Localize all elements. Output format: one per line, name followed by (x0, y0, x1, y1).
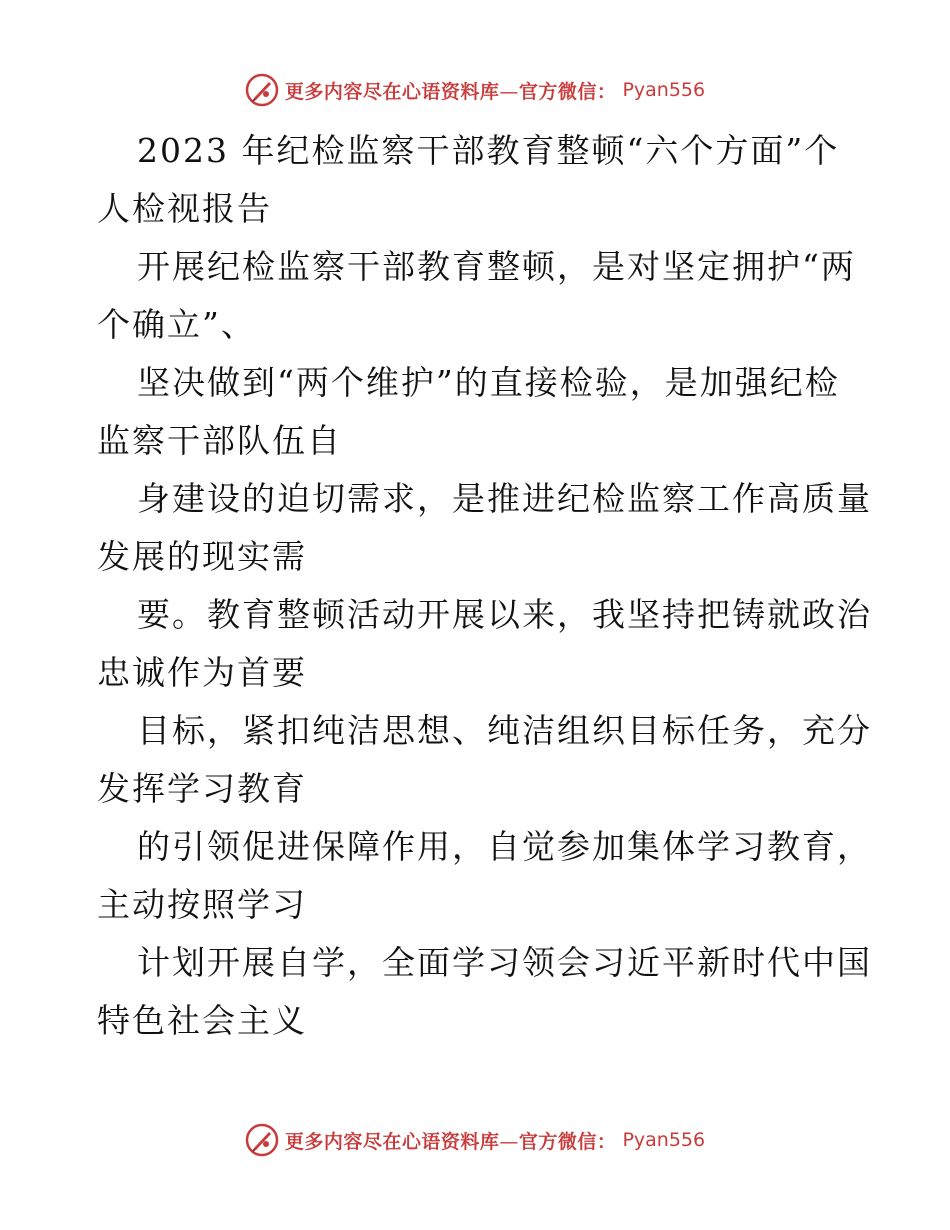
paragraph-line: 监察干部队伍自 (97, 421, 342, 460)
paragraph-line: 忠诚作为首要 (97, 653, 307, 692)
title-line-2: 人检视报告 (97, 189, 272, 228)
quill-seal-icon (245, 1123, 279, 1157)
document-body (97, 122, 872, 1050)
quill-seal-icon (245, 73, 279, 107)
header-banner-text: 更多内容尽在心语资料库—官方微信： (284, 80, 617, 103)
paragraph-line: 要。教育整顿活动开展以来，我坚持把铸就政治 (137, 595, 872, 634)
paragraph-line: 主动按照学习 (97, 885, 307, 924)
paragraph-line: 发挥学习教育 (97, 769, 307, 808)
paragraph-line: 的引领促进保障作用，自觉参加集体学习教育， (137, 827, 872, 866)
paragraph-line: 坚决做到“两个维护”的直接检验，是加强纪检 (137, 363, 840, 402)
paragraph-line: 目标，紧扣纯洁思想、纯洁组织目标任务，充分 (137, 711, 872, 750)
header-wechat-id: Pyan556 (622, 79, 706, 101)
paragraph-line: 个确立”、 (97, 305, 256, 344)
header-banner (0, 70, 950, 110)
title-line-1: 2023 年纪检监察干部教育整顿“六个方面”个 (137, 131, 840, 170)
paragraph-line: 计划开展自学，全面学习领会习近平新时代中国 (137, 943, 872, 982)
paragraph-line: 身建设的迫切需求，是推进纪检监察工作高质量 (137, 479, 872, 518)
footer-wechat-id: Pyan556 (622, 1129, 706, 1151)
paragraph-line: 开展纪检监察干部教育整顿，是对坚定拥护“两 (137, 247, 856, 286)
paragraph-line: 发展的现实需 (97, 537, 307, 576)
footer-banner-text: 更多内容尽在心语资料库—官方微信： (284, 1130, 617, 1153)
paragraph-line: 特色社会主义 (97, 1001, 307, 1040)
footer-banner (0, 1120, 950, 1160)
